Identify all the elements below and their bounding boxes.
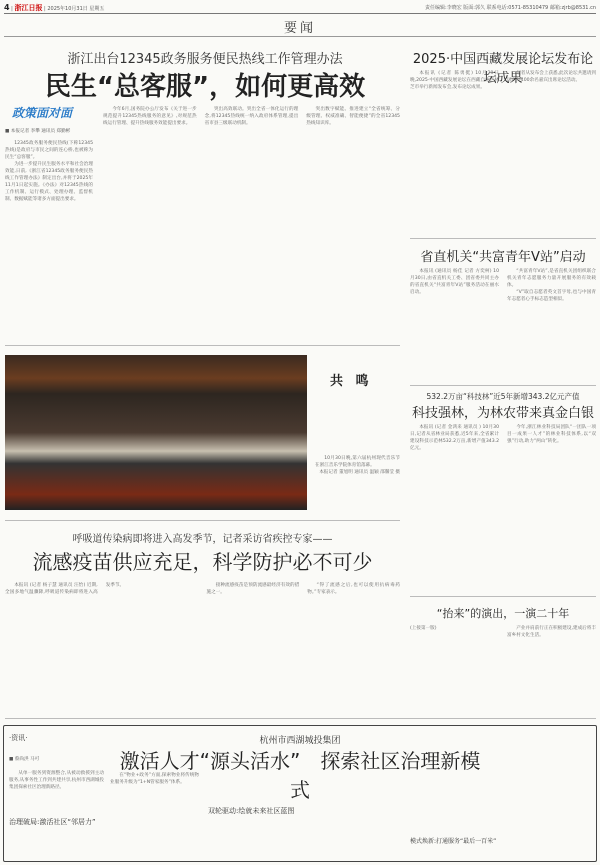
main-body-cols: 今年6月,国务院办公厅发布《关于进一步规范提升12345热线服务的意见》,对规范热线运行管理、提升热线服务效能提出要求。 突出高效联动。突出全省一体化运行的理念,将12345热线统一纳入政府体系管理,提出省市县三级联动机制。 突出数字赋能。推进建立“全省统筹、分级管理、权威准确、智能便捷”的全省12345热线知识库。	[103, 107, 400, 126]
divider	[5, 520, 400, 521]
tibet-body: 本报讯 (记者 陈勇挺) 10月29日晚,2025·中国西藏发展论坛在西藏自治区林芝市举行新闻发布会,发布论坛成果。 记者从发布会上获悉,此次论坛共邀请到国内外400余名嘉宾出席论坛活动。	[410, 71, 596, 90]
tibet-headline: 2025·中国西藏发展论坛发布论坛成果	[412, 52, 594, 86]
concert-photo	[5, 355, 307, 510]
advertorial-org: 杭州市西湖城投集团	[259, 736, 341, 746]
main-byline: ■ 本报记者 李攀 通讯员 郑勤彬	[5, 129, 71, 134]
photo-title: 共 鸣	[330, 374, 373, 389]
advertorial-subhead-1: 治理破局:激活社区“邻居力”	[9, 818, 96, 826]
forest-body: 本报讯 (记者 金鸿来 通讯员 ) 10月30日,记者从省林业局获悉,近5年来,全省累计建设科技示范林532.2万亩,新增产值343.2亿元。 今年,浙江林业科技局团队“一团队一项目一成果一人才”的林业科技体系,以“双强”行动,助力“两山”转化。	[410, 425, 596, 451]
main-body-col1: 12345政务服务便民热线(下称12345热线)是政府与市民之间的连心桥,也被称为民生“总客服”。 为进一步提升民生服务水平和社会治理效能,日前,《浙江省12345政务服务便民热线工作管理办法》制定出台,并将于2025年11月1日起实施。《办法》对12345热线的工作机制、运行模式、处理办理、监督机制、数据赋能等诸多方面提出要求。	[5, 141, 93, 202]
main-headline: 民生“总客服”，如何更高效	[44, 72, 366, 102]
photo-credit: 本报记者 董旭明 通讯员 温颖 邵馨莹 摄	[319, 470, 400, 475]
vstation-headline: 省直机关“共富青年V站”启动	[420, 250, 586, 265]
flu-body: 本报讯 (记者 杨子慧 通讯员 汪怡) 近期,全国多地气温骤降,呼吸道传染病即将进入高发季节。 接种流感疫苗是预防流感最经济有效的措施之一。 “得了流感之后,也可以使用抗病毒药物。”专家表示。	[5, 583, 400, 595]
advertorial-subhead-2: 双轮驱动:绘就未来社区蓝图	[208, 807, 295, 815]
advertorial-headline: 激活人才“源头活水” 探索社区治理新模式	[119, 749, 481, 802]
performance-headline: “抬来”的演出，一演二十年	[436, 607, 570, 620]
advertorial-body: 在“物业+政务”方面,探索物业将传统物业服务升级为“1+N管家服务”体系。	[110, 773, 199, 785]
column-logo: 政策面对面	[12, 106, 73, 120]
page-header: 4 | 浙江日报 | 2025年10月31日 星期五 责任编辑:李晓宏 版面:郭久 联系电话:0571-85310479 邮箱:zjrb@8531.cn	[4, 2, 596, 14]
editor-info: 责任编辑:李晓宏 版面:郭久 联系电话:0571-85310479 邮箱:zjrb@8531.cn	[425, 5, 596, 11]
section-title: 要闻	[283, 21, 316, 36]
issue-date: 2025年10月31日 星期五	[47, 5, 105, 12]
main-subtitle: 浙江出台12345政务服务便民热线工作管理办法	[67, 52, 343, 67]
divider	[5, 345, 400, 346]
divider	[410, 596, 596, 597]
flu-subtitle: 呼吸道传染病即将进入高发季节，记者采访省疾控专家——	[72, 534, 333, 545]
divider	[410, 238, 596, 239]
advertorial-byline: ■ 蔡尚洪 马可	[9, 757, 40, 762]
divider	[4, 36, 596, 37]
advertorial-subhead-3: 模式焕新:打通服务“最后一百米”	[410, 838, 497, 845]
forest-headline: 科技强林，为林农带来真金白银	[411, 406, 594, 421]
photo-caption: 10月30日晚,第六届杭州现代音乐节在浙江音乐学院体育馆落幕。 本报记者 董旭明 通讯员 温颖 邵馨莹 摄	[315, 456, 400, 475]
performance-body: (上接第一版) 产业并肩前行正在积极建设,建成后将丰富乡村文化生活。	[410, 626, 596, 638]
divider	[410, 385, 596, 386]
vstation-body: 本报讯 (通讯员 杨佳 记者 方奕柯) 10月30日,由省直机关工委、团省委共同主办的省直机关“共富青年V站”服务活动在丽水启动。 “共富青年V站”,是省直机关团组织联合机关青年志愿服务力量开展服务的有效载体。 “V”取自志愿者英文首字母,也与中国青年志愿者心手标志造型相似。	[410, 269, 596, 302]
newspaper-logo: 浙江日报	[14, 2, 43, 12]
flu-headline: 流感疫苗供应充足，科学防护必不可少	[32, 550, 373, 574]
page-number: 4	[4, 2, 10, 12]
advertorial-label: ·资讯·	[9, 734, 28, 742]
advertorial-body-lead: 从单一服务到资源整合,从被动救援到主动服务,从事务性工作到共建共享,杭州市西湖城投集团探索社区治理新路径。	[9, 771, 104, 790]
forest-kicker: 532.2万亩“科技林”近5年新增343.2亿元产值	[426, 392, 580, 401]
divider	[5, 718, 596, 719]
